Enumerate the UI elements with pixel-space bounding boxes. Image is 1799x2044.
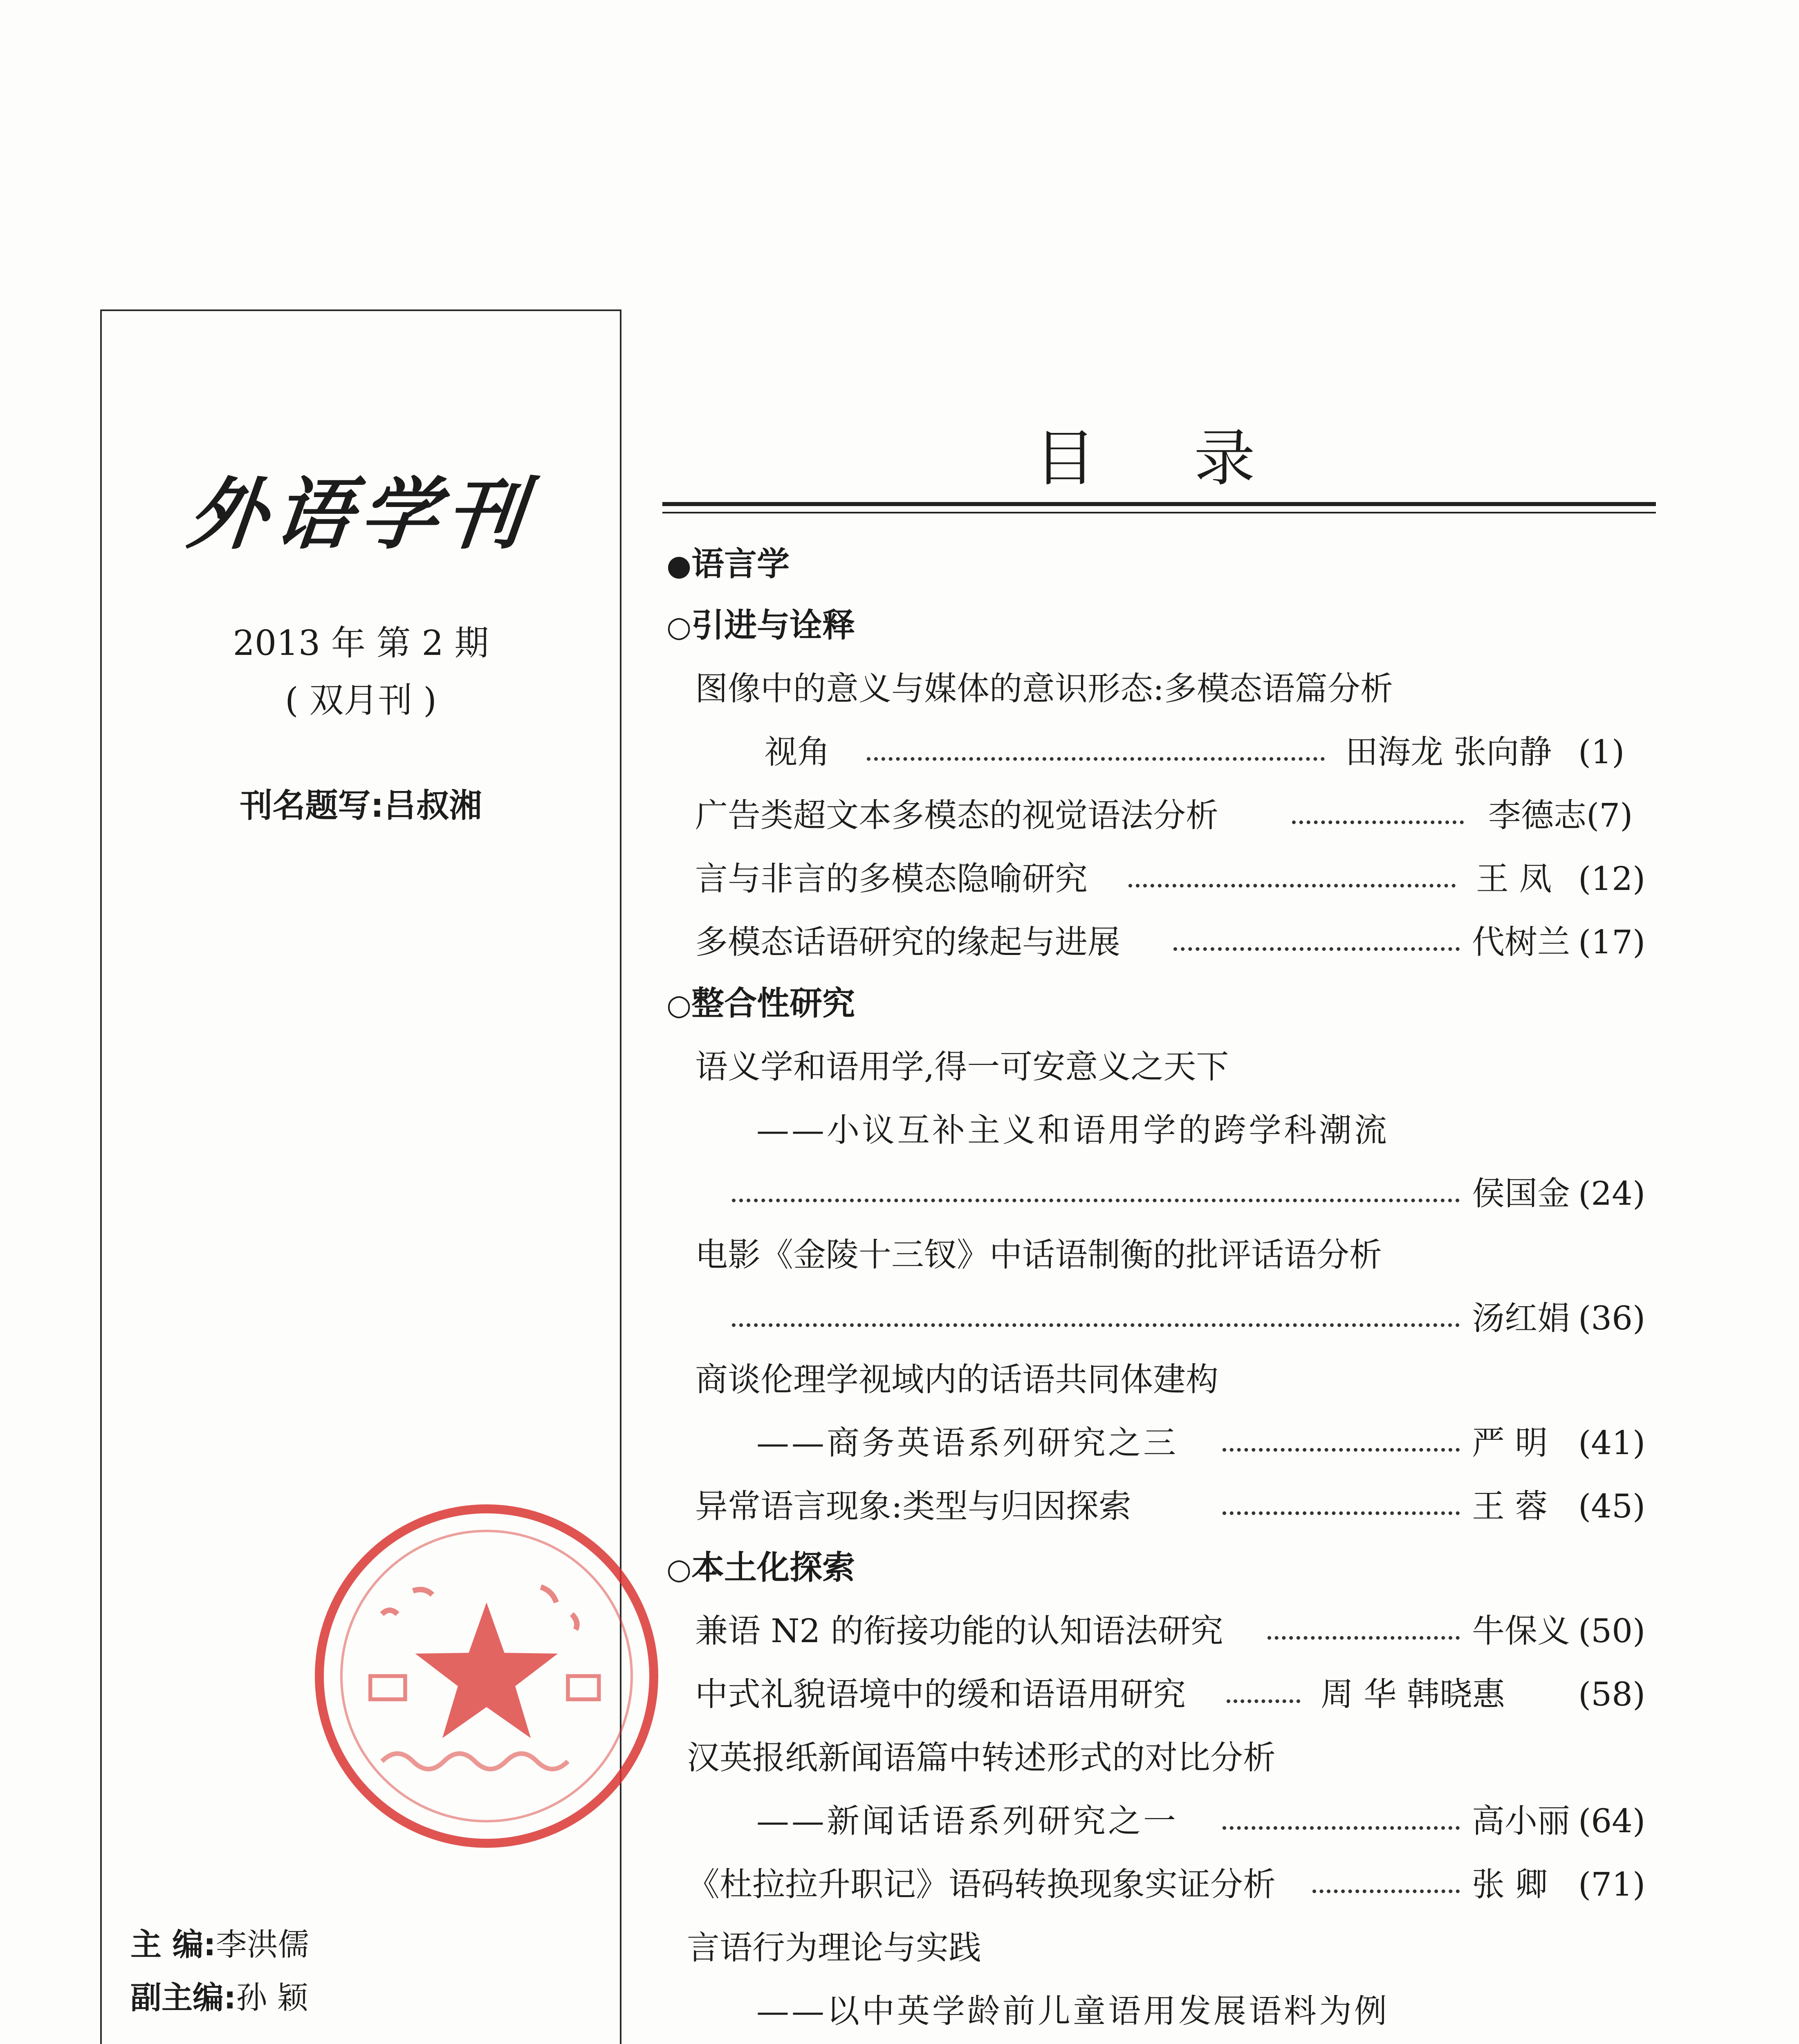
- toc-entry-title[interactable]: 中式礼貌语境中的缓和语语用研究: [695, 1675, 1186, 1713]
- toc-entry-title[interactable]: 图像中的意义与媒体的意识形态:多模态语篇分析: [695, 670, 1393, 708]
- toc-heading: 目录: [1034, 423, 1354, 494]
- dot-leader: [1223, 1448, 1460, 1452]
- toc-entry-subtitle: ——小议互补主义和语用学的跨学科潮流: [756, 1111, 1389, 1149]
- toc-entry-title[interactable]: 广告类超文本多模态的视觉语法分析: [695, 796, 1218, 834]
- calligraphy-credit: 刊名题写:吕叔湘: [240, 787, 482, 825]
- toc-author: 高小丽: [1472, 1802, 1570, 1840]
- toc-page: (45): [1578, 1487, 1646, 1525]
- toc-entry-title[interactable]: 视角: [765, 733, 830, 771]
- toc-page: (24): [1578, 1174, 1646, 1213]
- dot-leader: [867, 757, 1325, 761]
- dot-leader: [1223, 1826, 1460, 1830]
- toc-author: 王 凤: [1476, 860, 1552, 898]
- dot-leader: [1227, 1699, 1300, 1703]
- toc-entry-title[interactable]: 兼语 N2 的衔接功能的认知语法研究: [695, 1612, 1223, 1650]
- toc-entry-title[interactable]: 电影《金陵十三钗》中话语制衡的批评话语分析: [695, 1236, 1382, 1274]
- frequency: ( 双月刊 ): [285, 680, 437, 720]
- filled-bullet-icon: ●: [666, 549, 692, 582]
- toc-entry-title[interactable]: 《杜拉拉升职记》语码转换现象实证分析: [687, 1865, 1276, 1903]
- toc-entry-title[interactable]: 多模态话语研究的缘起与进展: [695, 923, 1120, 961]
- toc-entry-title[interactable]: 商谈伦理学视域内的话语共同体建构: [695, 1360, 1218, 1399]
- toc-page: (64): [1578, 1802, 1646, 1840]
- subsection-localization: ○本土化探索: [666, 1549, 855, 1587]
- toc-page: (50): [1578, 1612, 1646, 1650]
- subsection-introduction: ○引进与诠释: [666, 606, 855, 644]
- official-seal-stamp: [315, 1504, 658, 1848]
- toc-page: (58): [1578, 1675, 1646, 1713]
- staff-deputy-editor: 副主编:孙 颖: [130, 1979, 308, 2016]
- dot-leader: [1128, 884, 1456, 888]
- toc-page: (1): [1578, 733, 1625, 771]
- seal-star-icon: [324, 1513, 649, 1839]
- toc-entry-title[interactable]: 言与非言的多模态隐喻研究: [695, 860, 1088, 898]
- toc-page: (71): [1578, 1865, 1646, 1903]
- toc-author: 代树兰: [1472, 923, 1570, 961]
- toc-entry-subtitle: ——新闻话语系列研究之一: [756, 1802, 1178, 1840]
- hollow-bullet-icon: ○: [666, 1552, 692, 1586]
- issue-info: 2013 年 第 2 期: [233, 623, 489, 663]
- toc-entry-title[interactable]: 汉英报纸新闻语篇中转述形式的对比分析: [687, 1739, 1276, 1777]
- toc-author: 周 华 韩晓惠: [1321, 1675, 1505, 1713]
- dot-leader: [1267, 1636, 1460, 1640]
- hollow-bullet-icon: ○: [666, 610, 692, 643]
- dot-leader: [732, 1199, 1460, 1202]
- toc-author: 田海龙 张向静: [1345, 733, 1552, 771]
- toc-page: (7): [1586, 796, 1633, 834]
- dot-leader: [1312, 1889, 1460, 1893]
- dot-leader: [732, 1323, 1460, 1327]
- toc-page: (12): [1578, 860, 1646, 898]
- heading-rule-thin: [662, 512, 1656, 513]
- heading-rule-thick: [662, 502, 1656, 506]
- dot-leader: [1292, 820, 1464, 824]
- toc-author: 李德志: [1488, 796, 1586, 834]
- staff-chief-editor: 主 编:李洪儒: [130, 1926, 309, 1963]
- toc-page: (17): [1578, 923, 1646, 961]
- toc-entry-subtitle: ——以中英学龄前儿童语用发展语料为例: [756, 1992, 1389, 2030]
- toc-page: (41): [1578, 1424, 1646, 1462]
- journal-title: 外语学刊: [184, 468, 537, 560]
- toc-page: (36): [1578, 1299, 1646, 1337]
- toc-entry-subtitle: ——商务英语系列研究之三: [756, 1424, 1178, 1462]
- toc-author: 严 明: [1472, 1424, 1548, 1462]
- section-linguistics: ●语言学: [666, 545, 790, 583]
- dot-leader: [1223, 1511, 1460, 1515]
- toc-author: 张 卿: [1472, 1865, 1548, 1903]
- hollow-bullet-icon: ○: [666, 988, 692, 1022]
- subsection-integration: ○整合性研究: [666, 984, 855, 1022]
- toc-entry-title[interactable]: 异常语言现象:类型与归因探索: [695, 1487, 1131, 1525]
- toc-entry-title[interactable]: 言语行为理论与实践: [687, 1929, 981, 1967]
- toc-author: 王 蓉: [1472, 1487, 1548, 1525]
- toc-author: 牛保义: [1472, 1612, 1570, 1650]
- dot-leader: [1173, 947, 1460, 951]
- toc-author: 汤红娟: [1472, 1299, 1570, 1337]
- toc-entry-title[interactable]: 语义学和语用学,得一可安意义之天下: [695, 1048, 1229, 1086]
- toc-author: 侯国金: [1472, 1174, 1570, 1213]
